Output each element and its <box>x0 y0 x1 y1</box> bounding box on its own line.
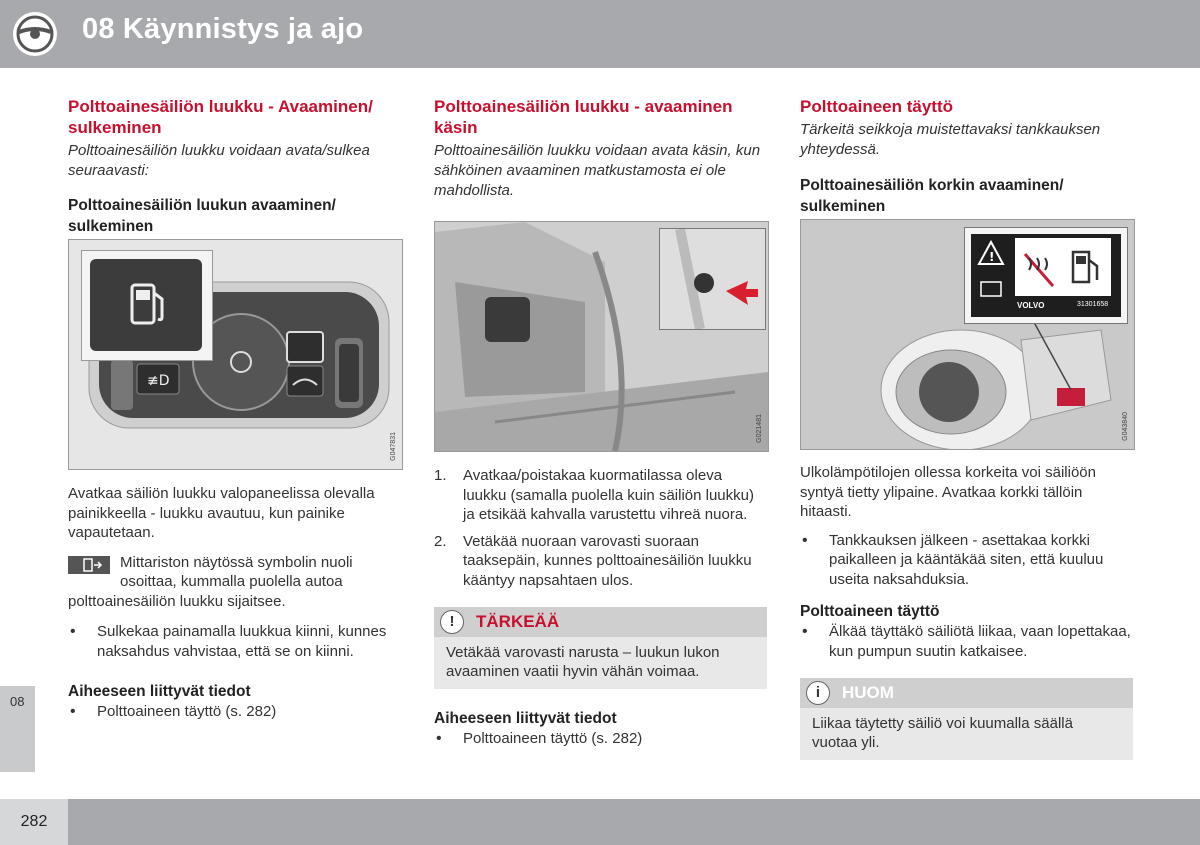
figure-code: G047831 <box>390 432 397 461</box>
cord-detail-inset <box>659 228 766 330</box>
step-text: Avatkaa/poistakaa kuormatilassa oleva luukku (samalla puolella kuin säiliön luukku) ja etsikää kahvalla varustettu vihreä nuora. <box>463 467 754 523</box>
green-cord-detail <box>660 229 765 329</box>
note-header <box>800 678 1133 708</box>
column-fuel-door-open-close <box>68 96 401 722</box>
light-panel-figure <box>68 239 403 470</box>
svg-text:!: ! <box>989 250 995 264</box>
steering-wheel-icon <box>12 11 58 57</box>
figure-code: G021481 <box>756 414 763 443</box>
fuel-button-inset <box>81 250 213 361</box>
related-link[interactable]: • Polttoaineen täyttö (s. 282) <box>68 702 401 722</box>
fuel-pump-icon <box>90 259 202 351</box>
bullet-item: • Älkää täyttäkö säiliötä liikaa, vaan lopettakaa, kun pumpun suutin katkaisee. <box>800 622 1133 661</box>
section-heading: Polttoainesäiliön luukku - avaaminen käsin <box>434 97 733 137</box>
svg-text:≢D: ≢D <box>147 373 170 389</box>
subheading: Polttoainesäiliön luukun avaaminen/ sulkeminen <box>68 197 336 235</box>
section-intro: Polttoainesäiliön luukku voidaan avata käsin, kun sähköinen avaaminen matkustamosta ei ole mahdollista. <box>434 142 761 199</box>
label-code: 31301658 <box>1077 301 1109 308</box>
fuel-indicator-symbol-icon <box>68 556 110 574</box>
note-header <box>434 607 767 637</box>
subheading: Polttoaineen täyttö <box>800 603 940 620</box>
warning-label-inset <box>964 227 1128 324</box>
section-intro: Polttoainesäiliön luukku voidaan avata/sulkea seuraavasti: <box>68 142 370 179</box>
step-number: 2. <box>434 532 447 550</box>
paragraph: Mittariston näytössä symbolin nuoli osoittaa, kummalla puolella autoa polttoainesäiliön luukku sijaitsee. <box>68 553 353 610</box>
cargo-area-figure <box>434 221 769 452</box>
section-intro: Tärkeitä seikkoja muistettavaksi tankkauksen yhteydessä. <box>800 121 1101 158</box>
chapter-tab <box>0 686 35 772</box>
section-heading: Polttoaineen täyttö <box>800 97 954 116</box>
label-brand: VOLVO <box>1017 301 1045 310</box>
related-heading: Aiheeseen liittyvät tiedot <box>434 710 617 727</box>
steps-list <box>434 466 767 590</box>
exclamation-icon: ! <box>440 610 464 634</box>
note-text: Liikaa täytetty säiliö voi kuumalla säällä vuotaa yli. <box>812 715 1073 751</box>
warning-label <box>971 234 1121 317</box>
note-text: Vetäkää varovasti narusta – luukun lukon avaaminen vaatii hyvin vähän voimaa. <box>446 644 720 680</box>
paragraph: Ulkolämpötilojen ollessa korkeita voi säiliöön syntyä tietty ylipaine. Avatkaa korkki tällöin hitaasti. <box>800 464 1096 520</box>
column-refuelling <box>800 96 1133 760</box>
bullet-item: • Tankkauksen jälkeen - asettakaa korkki paikalleen ja kääntäkää siten, että kuuluu useita naksahduksia. <box>800 531 1133 590</box>
chapter-tab-label: 08 <box>10 694 25 709</box>
paragraph: Avatkaa säiliön luukku valopaneelissa olevalla painikkeella - luukku avautuu, kun painike vapautetaan. <box>68 485 375 541</box>
important-note-box <box>434 607 767 689</box>
step-item <box>434 532 767 591</box>
info-note-box <box>800 678 1133 760</box>
page-header <box>0 0 1200 68</box>
figure-code: G043840 <box>1122 412 1129 441</box>
bullet-item: • Sulkekaa painamalla luukkua kiinni, kunnes naksahdus vahvistaa, että se on kiinni. <box>68 622 401 661</box>
subheading: Polttoainesäiliön korkin avaaminen/ sulkeminen <box>800 177 1064 215</box>
related-heading: Aiheeseen liittyvät tiedot <box>68 683 251 700</box>
symbol-paragraph <box>68 553 401 612</box>
note-label: TÄRKEÄÄ <box>476 612 560 631</box>
column-manual-opening <box>434 96 767 749</box>
fuel-cap-figure <box>800 219 1135 450</box>
page-footer <box>0 799 1200 845</box>
fuel-button <box>90 259 202 351</box>
chapter-title: 08 Käynnistys ja ajo <box>82 13 364 45</box>
related-link[interactable]: • Polttoaineen täyttö (s. 282) <box>434 729 767 749</box>
manual-book-icon <box>981 282 1001 296</box>
step-number: 1. <box>434 467 447 484</box>
step-text: Vetäkää nuoraan varovasti suoraan taaksepäin, kunnes polttoainesäiliön luukku kääntyy napsahtaen ulos. <box>463 532 752 589</box>
section-heading: Polttoainesäiliön luukku - Avaaminen/ sulkeminen <box>68 97 373 137</box>
note-label: HUOM <box>842 683 894 702</box>
step-item <box>434 466 767 525</box>
info-icon: i <box>806 681 830 705</box>
page-number: 282 <box>0 799 68 845</box>
